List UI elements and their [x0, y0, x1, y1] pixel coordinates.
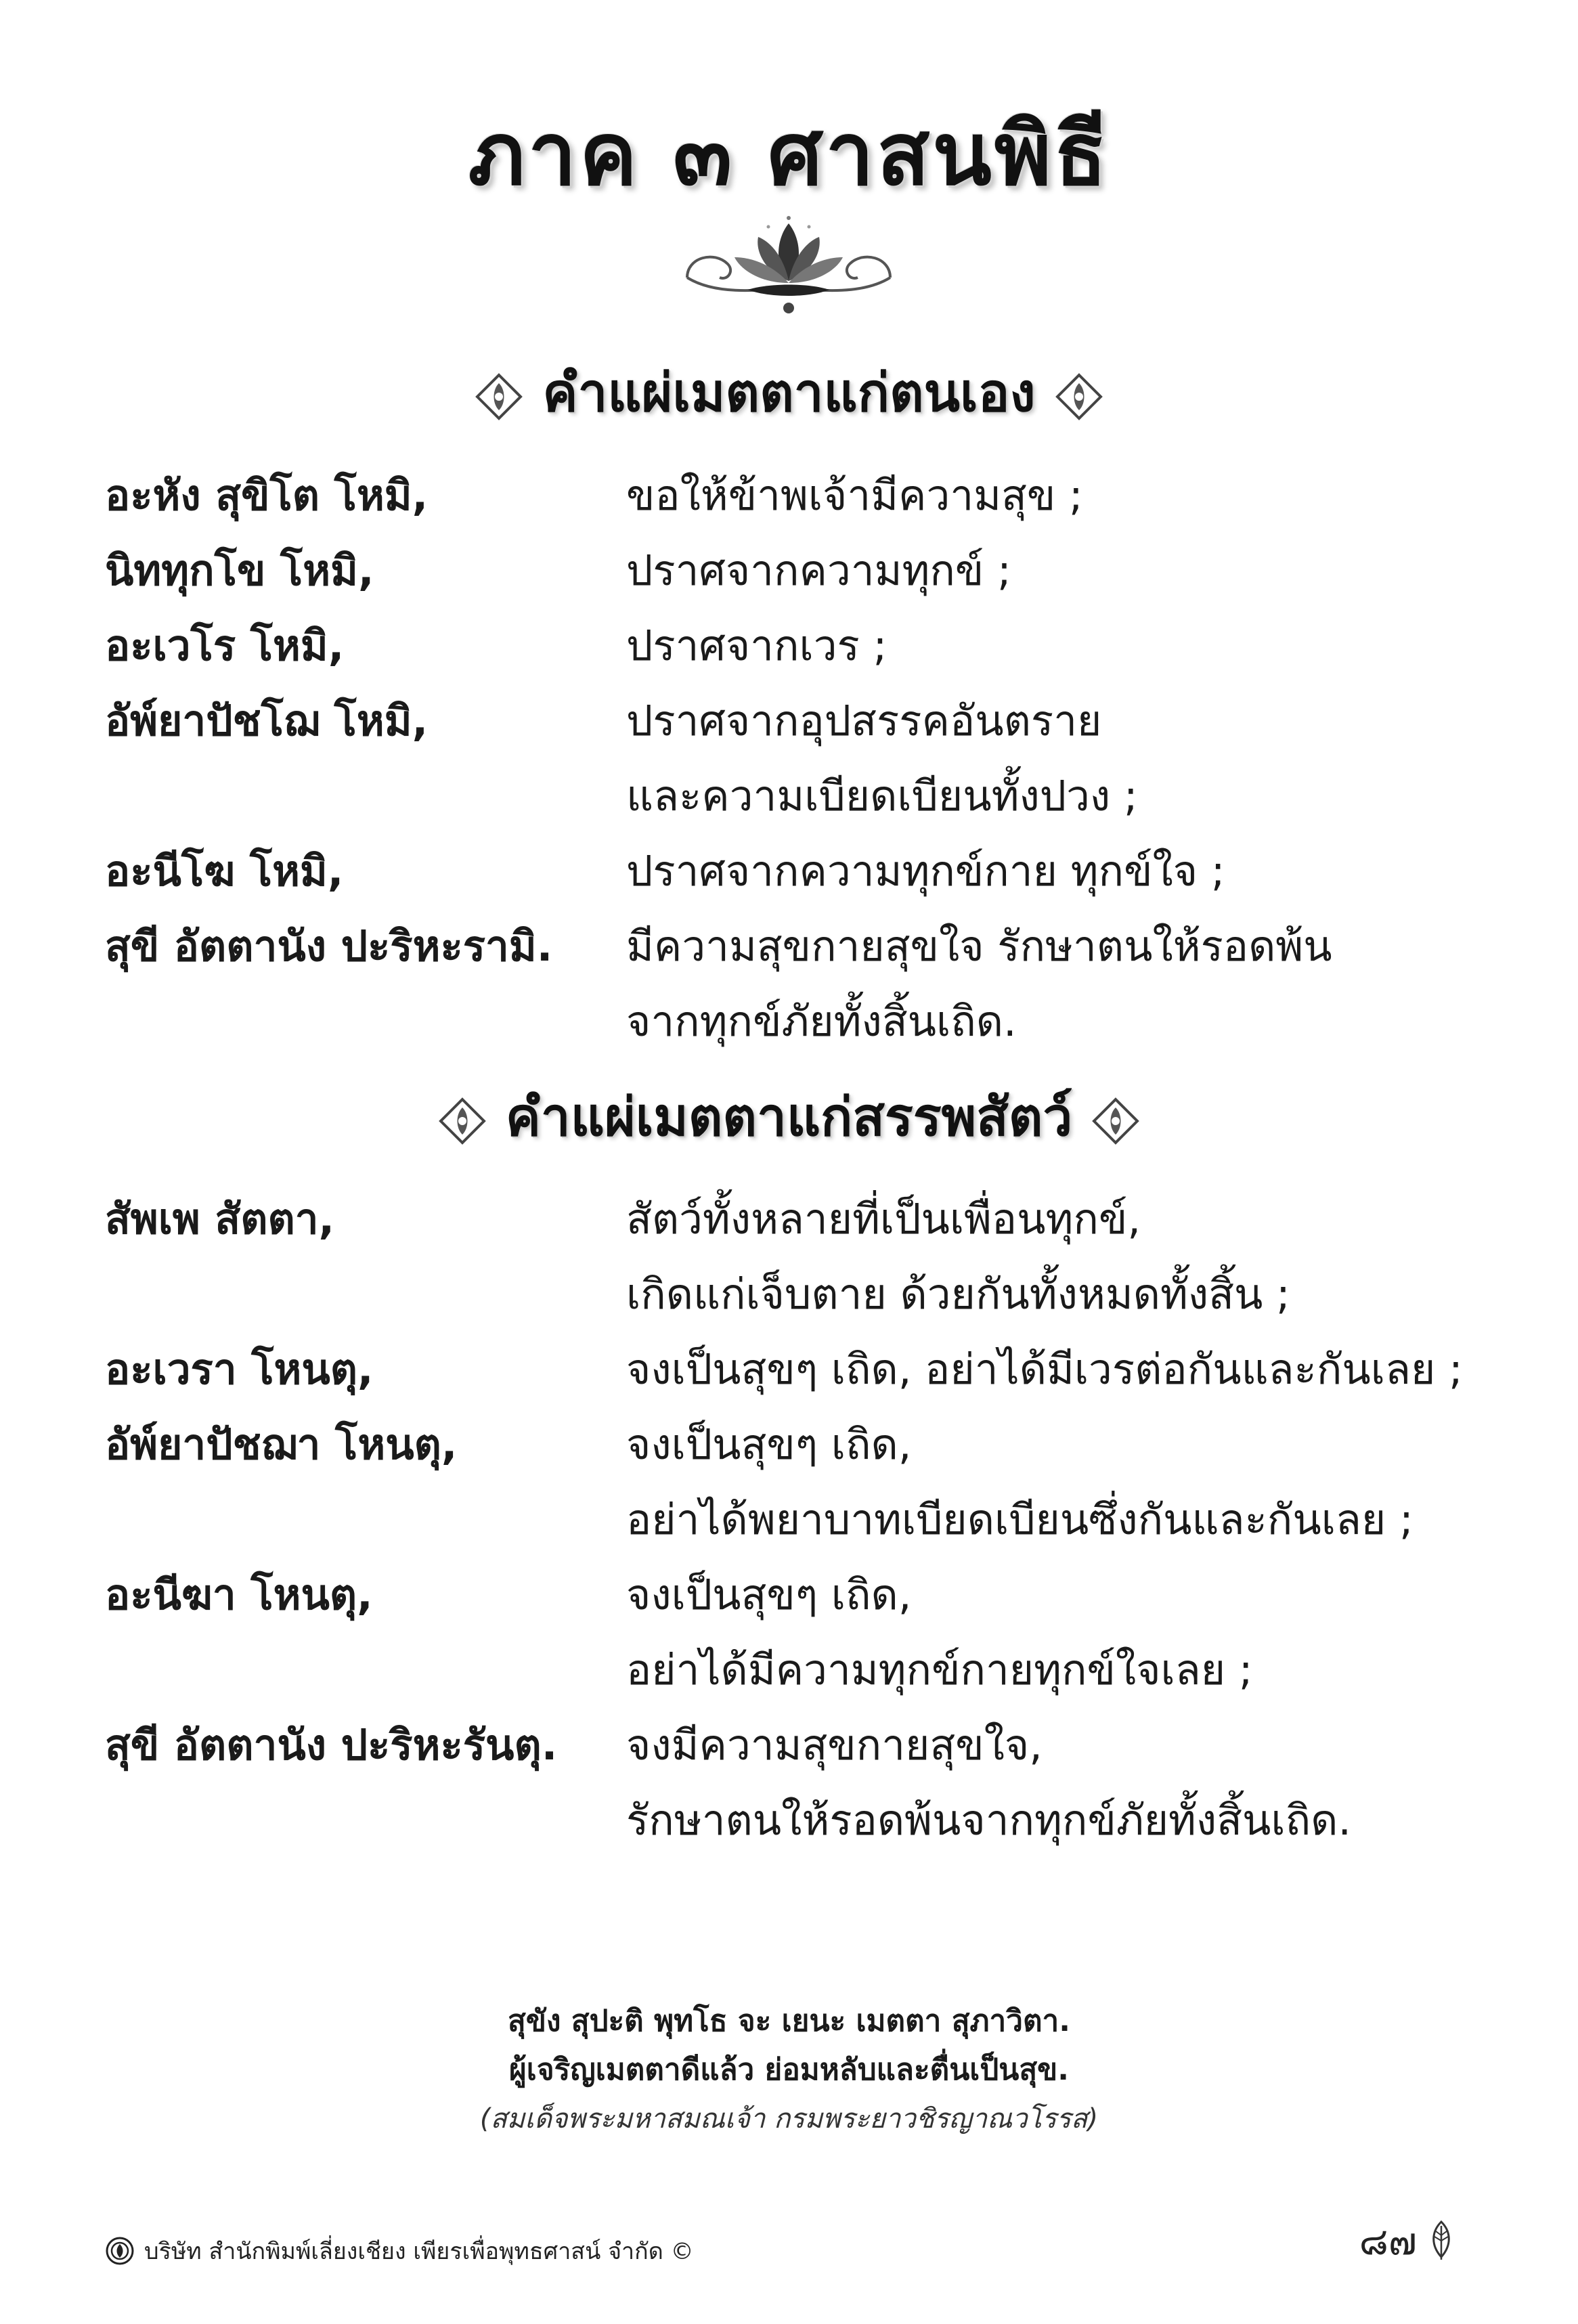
- verse-row: [105, 1707, 1499, 1782]
- thai-translation: ขอให้ข้าพเจ้ามีความสุข ;: [626, 470, 1083, 520]
- section-heading-text: คำแผ่เมตตาแก่ตนเอง: [542, 363, 1036, 424]
- ornament-icon: [438, 1097, 487, 1145]
- page-number: [1359, 2214, 1456, 2268]
- verse-row: [105, 908, 1499, 984]
- verse-block-all-beings: [105, 1181, 1499, 1858]
- thai-translation: จงมีความสุขกายสุขใจ,: [626, 1720, 1043, 1770]
- verse-row: [105, 1482, 1499, 1557]
- verse-row: [105, 984, 1499, 1059]
- quote-thai-line: ผู้เจริญเมตตาดีแล้ว ย่อมหลับและตื่นเป็นสุข.: [509, 2053, 1069, 2087]
- page-number-text: ๘๗: [1359, 2219, 1417, 2264]
- verse-row: [105, 608, 1499, 683]
- pali-text: นิททุกโข โหมิ,: [105, 546, 374, 595]
- verse-row: [105, 758, 1499, 833]
- thai-translation: และความเบียดเบียนทั้งปวง ;: [626, 771, 1138, 820]
- thai-translation: ปราศจากอุปสรรคอันตราย: [626, 696, 1102, 745]
- thai-translation: เกิดแก่เจ็บตาย ด้วยกันทั้งหมดทั้งสิ้น ;: [626, 1269, 1290, 1319]
- thai-translation: จงเป็นสุขๆ เถิด,: [626, 1420, 912, 1469]
- quote-pali-line: สุขัง สุปะติ พุทโธ จะ เยนะ เมตตา สุภาวิตา.: [508, 2004, 1070, 2038]
- thai-translation: อย่าได้พยาบาทเบียดเบียนซึ่งกันและกันเลย ;: [626, 1495, 1413, 1544]
- pali-text: อะเวรา โหนตุ,: [105, 1344, 374, 1394]
- section-heading-self: [0, 362, 1578, 426]
- pali-text: สัพเพ สัตตา,: [105, 1194, 335, 1244]
- thai-translation: ปราศจากความทุกข์ ;: [626, 546, 1011, 595]
- thai-translation: จงเป็นสุขๆ เถิด,: [626, 1570, 912, 1619]
- pali-text: สุขี อัตตานัง ปะริหะรามิ.: [105, 921, 553, 971]
- verse-row: [105, 1256, 1499, 1332]
- thai-translation: สัตว์ทั้งหลายที่เป็นเพื่อนทุกข์,: [626, 1194, 1141, 1244]
- pali-text: อะนีโฆ โหมิ,: [105, 846, 344, 896]
- verse-row: [105, 1557, 1499, 1632]
- thai-translation: รักษาตนให้รอดพ้นจากทุกข์ภัยทั้งสิ้นเถิด.: [626, 1795, 1352, 1845]
- thai-translation: มีความสุขกายสุขใจ รักษาตนให้รอดพ้น: [626, 921, 1332, 971]
- page-title: ภาค ๓ ศาสนพิธี: [468, 104, 1110, 205]
- verse-row: [105, 1332, 1499, 1407]
- bodhi-leaf-icon: [1426, 2219, 1456, 2262]
- pali-text: สุขี อัตตานัง ปะริหะรันตุ.: [105, 1720, 558, 1770]
- verse-row: [105, 1181, 1499, 1256]
- pali-text: อะเวโร โหมิ,: [105, 621, 345, 670]
- thai-translation: ปราศจากเวร ;: [626, 621, 887, 670]
- verse-row: [105, 458, 1499, 533]
- thai-translation: อย่าได้มีความทุกข์กายทุกข์ใจเลย ;: [626, 1645, 1253, 1694]
- verse-row: [105, 1782, 1499, 1858]
- pali-text: อะนีฆา โหนตุ,: [105, 1570, 373, 1619]
- section-heading-text: คำแผ่เมตตาแก่สรรพสัตว์: [505, 1087, 1073, 1148]
- footer-publisher: [105, 2231, 694, 2271]
- verse-row: [105, 683, 1499, 758]
- thai-translation: จงเป็นสุขๆ เถิด, อย่าได้มีเวรต่อกันและกันเลย ;: [626, 1344, 1463, 1394]
- pali-text: อัพ์ยาปัชโฌ โหมิ,: [105, 696, 429, 745]
- quote-credit: (สมเด็จพระมหาสมณเจ้า กรมพระยาวชิรญาณวโรรส): [479, 2103, 1099, 2134]
- section-heading-all-beings: [0, 1087, 1578, 1150]
- pali-text: อะหัง สุขิโต โหมิ,: [105, 470, 429, 520]
- ornament-icon: [475, 372, 523, 421]
- ornament-icon: [1091, 1097, 1140, 1145]
- verse-row: [105, 1632, 1499, 1707]
- thai-translation: จากทุกข์ภัยทั้งสิ้นเถิด.: [626, 996, 1017, 1046]
- ornament-icon: [1055, 372, 1103, 421]
- verse-row: [105, 1407, 1499, 1482]
- verse-row: [105, 533, 1499, 608]
- verse-block-self: [105, 458, 1499, 1059]
- pali-text: อัพ์ยาปัชฌา โหนตุ,: [105, 1420, 458, 1469]
- publisher-text: บริษัท สำนักพิมพ์เลี่ยงเชียง เพียรเพื่อพุทธศาสน์ จำกัด ©: [144, 2238, 694, 2265]
- thai-translation: ปราศจากความทุกข์กาย ทุกข์ใจ ;: [626, 846, 1225, 896]
- lotus-ornament-icon: [674, 203, 904, 318]
- publisher-logo-icon: [105, 2236, 135, 2266]
- verse-row: [105, 833, 1499, 908]
